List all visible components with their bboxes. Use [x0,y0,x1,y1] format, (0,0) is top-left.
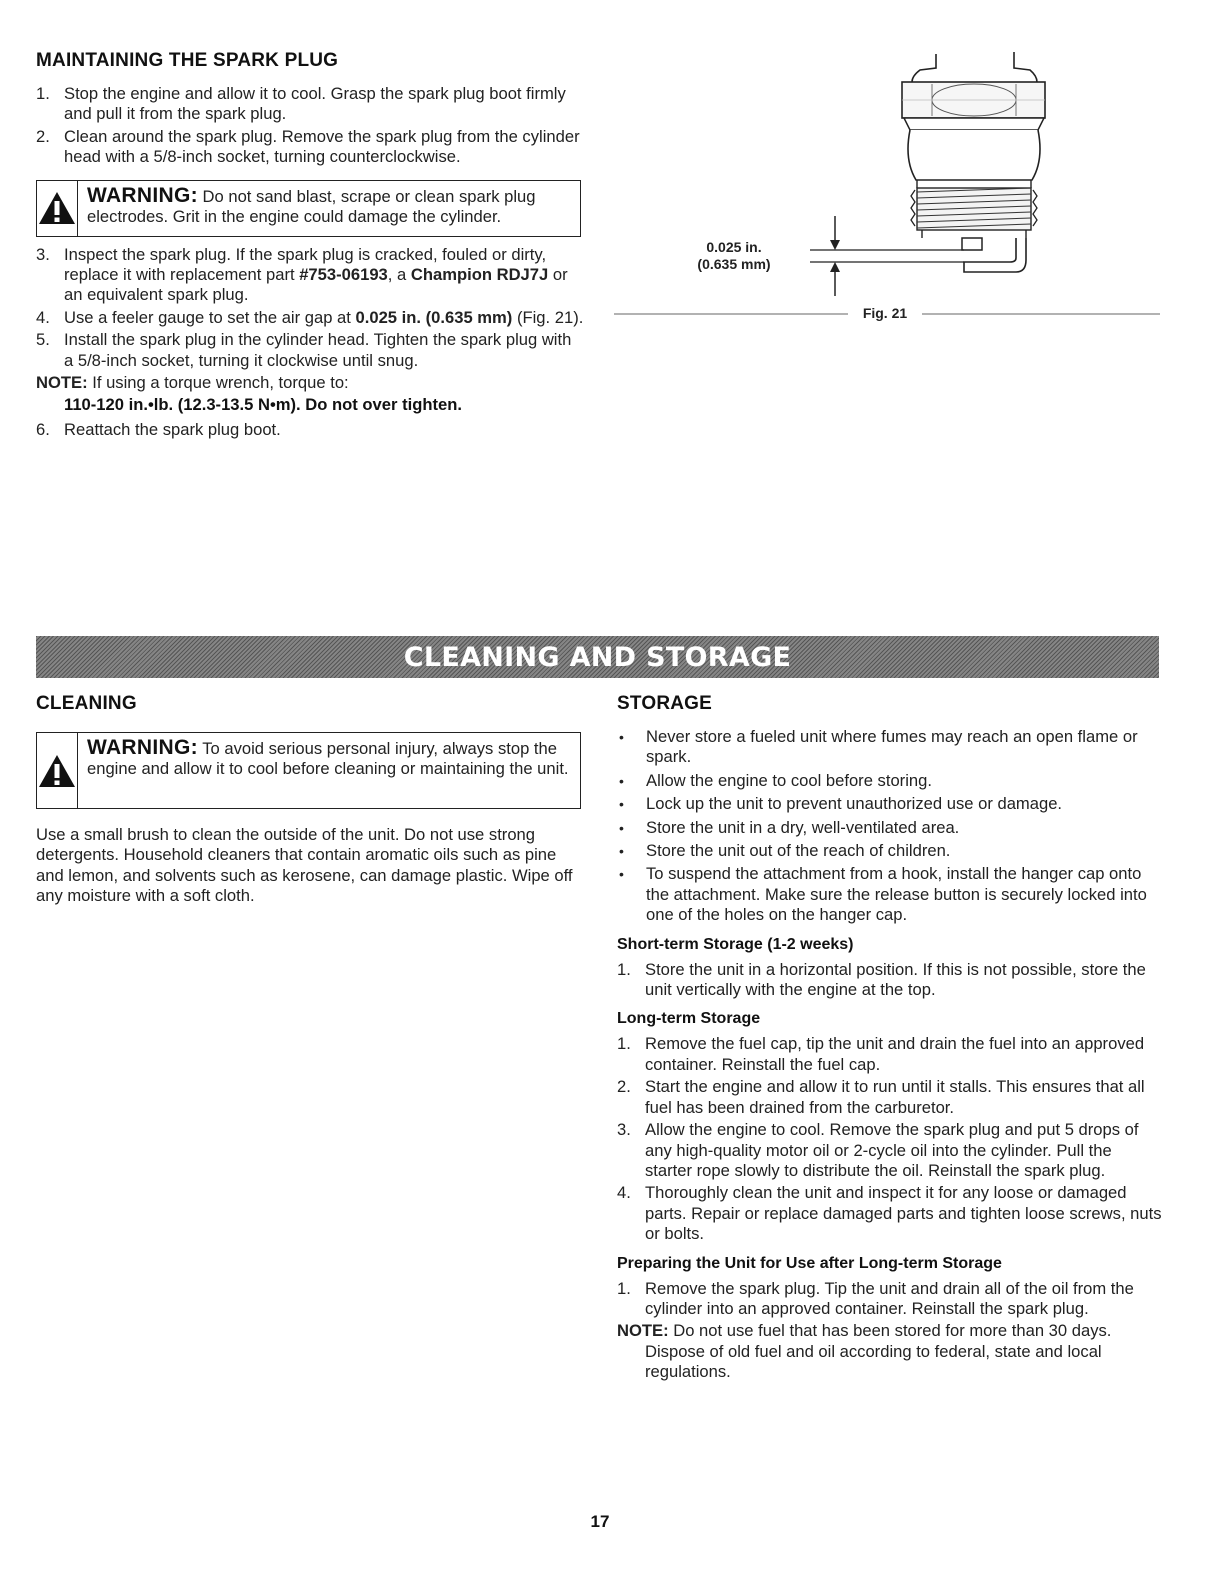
list-item: 1. Remove the fuel cap, tip the unit and drain the fuel into an approved container. Reinstall the fuel cap. [617,1034,1145,1074]
spark-steps-a [36,84,584,168]
cleaning-heading: CLEANING [36,693,137,714]
storage-heading: STORAGE [617,693,713,714]
list-item: 3. Inspect the spark plug. If the spark plug is cracked, fouled or dirty, replace it with replacement part #753-06193, a Champion RDJ7J or an equivalent spark plug. [36,244,568,305]
gap-label: 0.025 in. (0.635 mm) [697,239,771,272]
prep-heading: Preparing the Unit for Use after Long-term Storage [617,1254,1002,1272]
spark-plug-gap-illustration [612,40,1162,330]
list-item: 1. Stop the engine and allow it to cool. Grasp the spark plug boot firmly and pull it from the spark plug. [36,84,566,124]
warning-icon [37,181,78,236]
spark-note: NOTE: If using a torque wrench, torque to: [36,373,349,393]
list-item: • To suspend the attachment from a hook, install the hanger cap onto the attachment. Make sure the release button is securely locked into one of the holes on the hanger cap. [619,864,1147,925]
list-item: 3. Allow the engine to cool. Remove the spark plug and put 5 drops of any high-quality motor oil or 2-cycle oil into the cylinder. Pull the starter rope slowly to distribute the oil. Reinstall the spark plug. [617,1120,1139,1180]
storage-note: NOTE: Do not use fuel that has been stored for more than 30 days. Dispose of old fuel and oil according to federal, state and local regulations. [617,1321,1112,1382]
storage-section [617,693,1162,1385]
list-item: 2. Clean around the spark plug. Remove the spark plug from the cylinder head with a 5/8-inch socket, turning counterclockwise. [36,126,580,167]
long-term-steps [617,1034,1162,1244]
figure-caption: Fig. 21 [862,305,908,321]
list-item: 6. Reattach the spark plug boot. [36,419,281,439]
prep-steps [617,1279,1162,1320]
torque-spec: 110-120 in.•lb. (12.3-13.5 N•m). Do not over tighten. [64,395,462,415]
warning-text: WARNING: To avoid serious personal injury, always stop the engine and allow it to cool before cleaning or maintaining the unit. [87,736,569,778]
page-number: 17 [590,1512,610,1531]
spark-warning-box [36,180,581,237]
figure-21 [612,40,1162,330]
list-item: 4. Use a feeler gauge to set the air gap at 0.025 in. (0.635 mm) (Fig. 21). [36,307,584,327]
list-item: 1. Remove the spark plug. Tip the unit and drain all of the oil from the cylinder into an approved container. Reinstall the spark plug. [617,1278,1134,1318]
section-banner: CLEANING AND STORAGE [36,636,1159,678]
warning-icon [37,733,78,808]
list-item: 5. Install the spark plug in the cylinder head. Tighten the spark plug with a 5/8-inch socket, turning it clockwise until snug. [36,330,572,370]
list-item: • Store the unit out of the reach of children. [619,841,951,861]
list-item: • Allow the engine to cool before storing. [619,770,932,790]
short-term-steps [617,960,1162,1001]
cleaning-section [36,693,586,907]
short-term-heading: Short-term Storage (1-2 weeks) [617,935,854,953]
spark-plug-section [36,50,584,442]
list-item: 1. Store the unit in a horizontal position. If this is not possible, store the unit vertically with the engine at the top. [617,959,1146,1000]
list-item: 2. Start the engine and allow it to run until it stalls. This ensures that all fuel has been drained from the carburetor. [617,1077,1145,1117]
cleaning-warning-box [36,732,581,809]
spark-steps-c [36,420,584,440]
cleaning-text: Use a small brush to clean the outside of the unit. Do not use strong detergents. Household cleaners that contain aromatic oils such as pine and lemon, and solvents such as kerosene, can damage plastic. Wipe off any moisture with a soft cloth. [36,825,573,906]
long-term-heading: Long-term Storage [617,1010,761,1028]
list-item: • Lock up the unit to prevent unauthorized use or damage. [619,794,1063,814]
warning-text: WARNING: Do not sand blast, scrape or clean spark plug electrodes. Grit in the engine could damage the cylinder. [87,183,536,226]
list-item: • Never store a fueled unit where fumes may reach an open flame or spark. [619,727,1138,767]
spark-steps-b [36,245,584,371]
spark-plug-heading: MAINTAINING THE SPARK PLUG [36,50,339,71]
storage-bullets [617,727,1162,926]
list-item: • Store the unit in a dry, well-ventilated area. [619,817,960,837]
list-item: 4. Thoroughly clean the unit and inspect it for any loose or damaged parts. Repair or replace damaged parts and tighten loose screws, nuts or bolts. [617,1183,1162,1244]
